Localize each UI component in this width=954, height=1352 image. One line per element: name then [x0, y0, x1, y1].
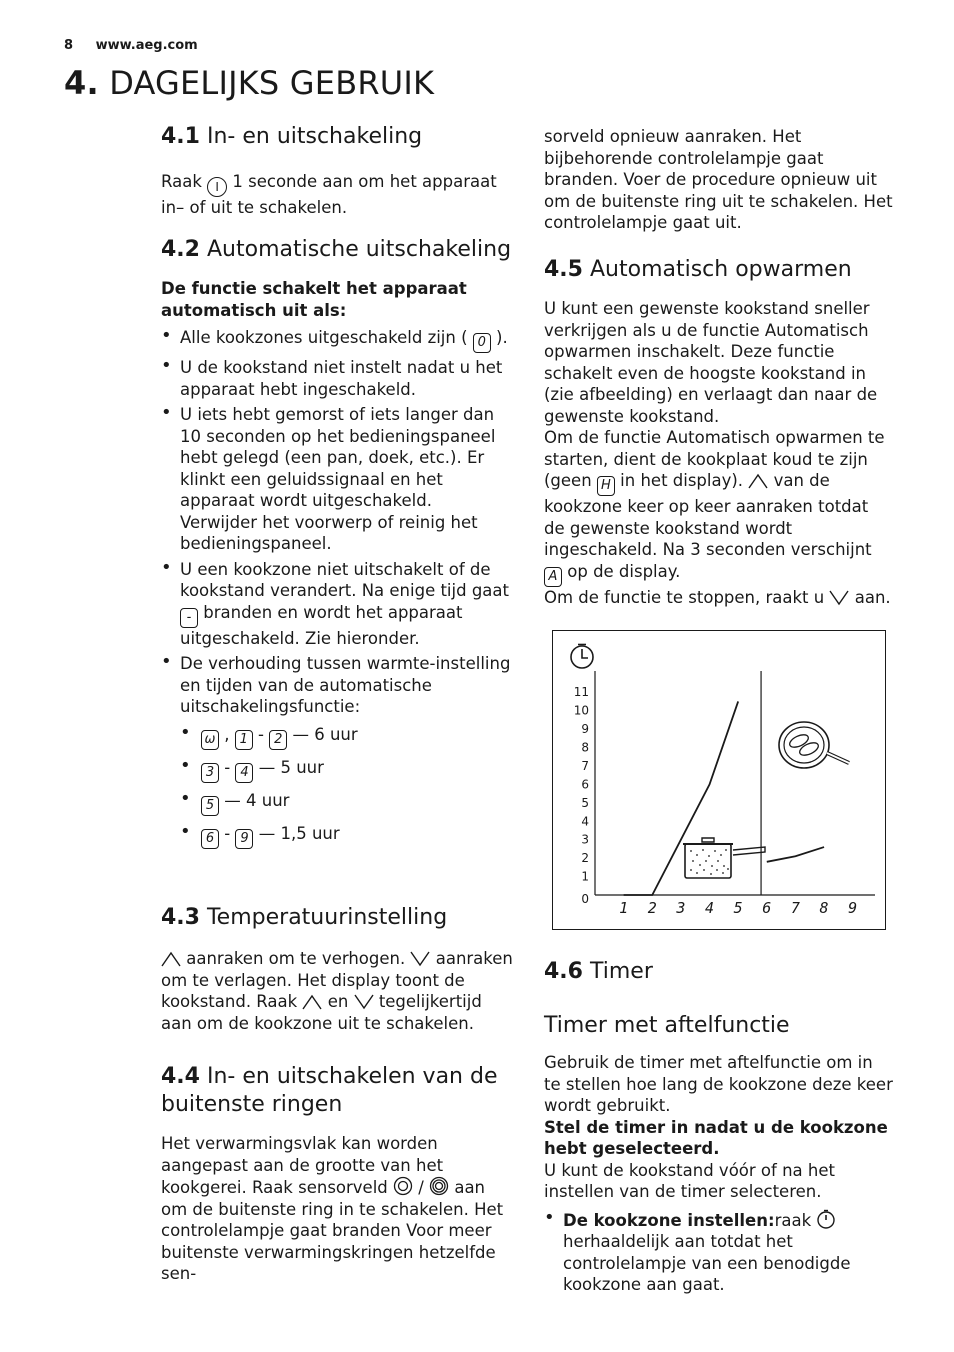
display-w-icon: ω — [201, 730, 219, 750]
paragraph: Om de functie te stoppen, raakt u aan. — [544, 587, 891, 607]
auto-heat-chart — [552, 630, 886, 930]
display-six-icon: 6 — [201, 829, 219, 849]
bullet-list — [161, 327, 513, 718]
paragraph-text: aan om de buitenste ring in te schakelen. Het controlelampje gaat branden Voor meer buitenste verwarmingskringen hetzelfde sen- — [161, 1178, 504, 1283]
section-heading: 4.4 In- en uitschakelen van de buitenste ringen — [161, 1064, 498, 1117]
x-tick-label: 9 — [848, 899, 858, 917]
section-4-1 — [161, 123, 513, 219]
display-nine-icon: 9 — [235, 829, 253, 849]
chevron-down-icon — [354, 994, 374, 1010]
list-item: • U de kookstand niet instelt nadat u het apparaat hebt ingeschakeld. — [161, 357, 513, 400]
display-one-icon: 1 — [235, 730, 253, 750]
series-line-2 — [767, 847, 824, 862]
display-dash-icon: - — [180, 608, 198, 628]
chapter-number: 4. — [64, 64, 99, 102]
pan-icon — [779, 722, 849, 768]
y-tick-label: 10 — [573, 703, 589, 718]
chapter-title-text: DAGELIJKS GEBRUIK — [109, 64, 435, 102]
y-tick-label: 5 — [581, 795, 589, 810]
chevron-up-icon — [302, 994, 322, 1010]
list-item: • 6 - 9 — 1,5 uur — [180, 823, 513, 849]
chevron-down-icon — [829, 590, 849, 606]
y-tick-label: 6 — [581, 777, 589, 792]
paragraph: U kunt een gewenste kookstand sneller verkrijgen als u de functie Automatisch opwarmen inschakelt. Deze functie schakelt even de hoogste kookstand in (zie afbeelding) en verlaagt dan naar de gewenste kookstand. — [544, 299, 878, 426]
section-heading: 4.2 Automatische uitschakeling — [161, 237, 512, 262]
list-item: • 5 — 4 uur — [180, 790, 513, 816]
chevron-up-icon — [161, 951, 181, 967]
display-four-icon: 4 — [235, 763, 253, 783]
lead-text: De functie schakelt het apparaat automatisch uit als: — [161, 279, 467, 320]
display-zero-icon: 0 — [473, 333, 491, 353]
y-tick-label: 0 — [581, 892, 589, 906]
chevron-up-icon — [748, 473, 768, 489]
x-tick-label: 3 — [676, 899, 686, 917]
paragraph: Raak I 1 seconde aan om het apparaat in– of uit te schakelen. — [161, 172, 497, 217]
paragraph: aanraken om te verhogen. aanraken om te verlagen. Het display toont de kookstand. Raak en tegelijkertijd aan om de kookzone uit te schakelen. — [161, 949, 513, 1033]
paragraph-continuation: sorveld opnieuw aanraken. Het bijbehorende controlelampje gaat branden. Voer de procedure opnieuw uit om de buitenste ring uit te schakelen. Het controlelampje gaat uit. — [544, 127, 893, 232]
list-item: • De verhouding tussen warmte-instelling en tijden van de automatische uitschakelingsfunctie: — [161, 653, 513, 718]
y-tick-label: 9 — [581, 722, 589, 737]
x-tick-label: 4 — [705, 899, 715, 917]
chart-svg — [553, 631, 885, 929]
website-url[interactable]: www.aeg.com — [95, 38, 198, 53]
display-a-icon: A — [544, 567, 562, 587]
list-item: • U een kookzone niet uitschakelt of de kookstand verandert. Na enige tijd gaat - branden en wordt het apparaat uitgeschakeld. Zie hieronder. — [161, 559, 513, 650]
list-item: • 3 - 4 — 5 uur — [180, 757, 513, 783]
section-4-5-body — [544, 256, 894, 608]
y-tick-label: 2 — [581, 851, 589, 866]
x-tick-label: 2 — [647, 899, 657, 917]
paragraph: U kunt de kookstand vóór of na het instellen van de timer selecteren. — [544, 1160, 835, 1201]
x-tick-label: 1 — [619, 899, 629, 917]
x-tick-label: 7 — [790, 899, 800, 917]
list-item: • ω , 1 - 2 — 6 uur — [180, 724, 513, 750]
section-4-6 — [544, 958, 894, 1300]
list-item: • U iets hebt gemorst of iets langer dan 10 seconden op het bedieningspaneel hebt gelegd (een pan, doek, etc.). Er klinkt een geluidssignaal en het apparaat wordt uitgeschakeld. Verwijder het voorwerp of reinig het bedieningspaneel. — [161, 404, 513, 555]
display-h-icon: H — [597, 476, 615, 496]
chapter-title — [64, 64, 434, 102]
clock-icon — [571, 645, 593, 669]
page-number: 8 — [64, 38, 74, 53]
section-heading: 4.3 Temperatuurinstelling — [161, 905, 448, 930]
chevron-down-icon — [410, 951, 430, 967]
list-item: • De kookzone instellen:raak herhaaldelijk aan totdat het controlelampje van een benodigde kookzone aan gaat. — [544, 1209, 894, 1296]
subsection-heading: Timer met aftelfunctie — [544, 1013, 790, 1038]
sub-list — [180, 724, 513, 849]
section-heading: 4.5 Automatisch opwarmen — [544, 257, 852, 282]
y-tick-label: 4 — [581, 814, 589, 829]
pot-icon — [683, 838, 765, 878]
paragraph: Het verwarmingsvlak kan worden aangepast aan de grootte van het kookgerei. Raak sensorveld / aan om de buitenste ring in te schakelen. Het controlelampje gaat branden Voor meer buitenste verwarmingskringen hetzelfde sen- — [161, 1134, 504, 1283]
y-tick-label: 7 — [581, 758, 589, 773]
section-4-3 — [161, 904, 513, 1034]
x-tick-label: 8 — [819, 899, 829, 917]
section-4-2 — [161, 236, 513, 856]
section-4-5 — [544, 126, 894, 234]
paragraph: Om de functie Automatisch opwarmen te starten, dient de kookplaat koud te zijn (geen H in het display). van de kookzone keer op keer aanraken totdat de gewenste kookstand wordt ingeschakeld. Na 3 seconden verschijnt A op de display. — [544, 427, 894, 587]
section-heading: 4.1 In- en uitschakeling — [161, 124, 423, 149]
timer-icon — [816, 1209, 836, 1229]
display-two-icon: 2 — [269, 730, 287, 750]
page-header — [64, 38, 198, 53]
power-icon: I — [207, 177, 227, 197]
x-tick-label: 5 — [733, 899, 743, 917]
y-tick-label: 1 — [581, 869, 589, 884]
list-item: • Alle kookzones uitgeschakeld zijn ( 0 ). — [161, 327, 513, 353]
section-heading: 4.6 Timer — [544, 959, 653, 984]
y-tick-label: 8 — [581, 740, 589, 755]
display-five-icon: 5 — [201, 796, 219, 816]
display-three-icon: 3 — [201, 763, 219, 783]
bullet-list — [544, 1209, 894, 1296]
paragraph: Gebruik de timer met aftelfunctie om in te stellen hoe lang de kookzone deze keer wordt gebruikt. — [544, 1053, 893, 1115]
y-tick-label: 11 — [573, 685, 589, 700]
x-tick-label: 6 — [762, 899, 772, 917]
section-4-4-body-left — [161, 1179, 513, 1271]
y-tick-label: 3 — [581, 832, 589, 847]
paragraph-bold: Stel de timer in nadat u de kookzone hebt geselecteerd. — [544, 1117, 888, 1158]
